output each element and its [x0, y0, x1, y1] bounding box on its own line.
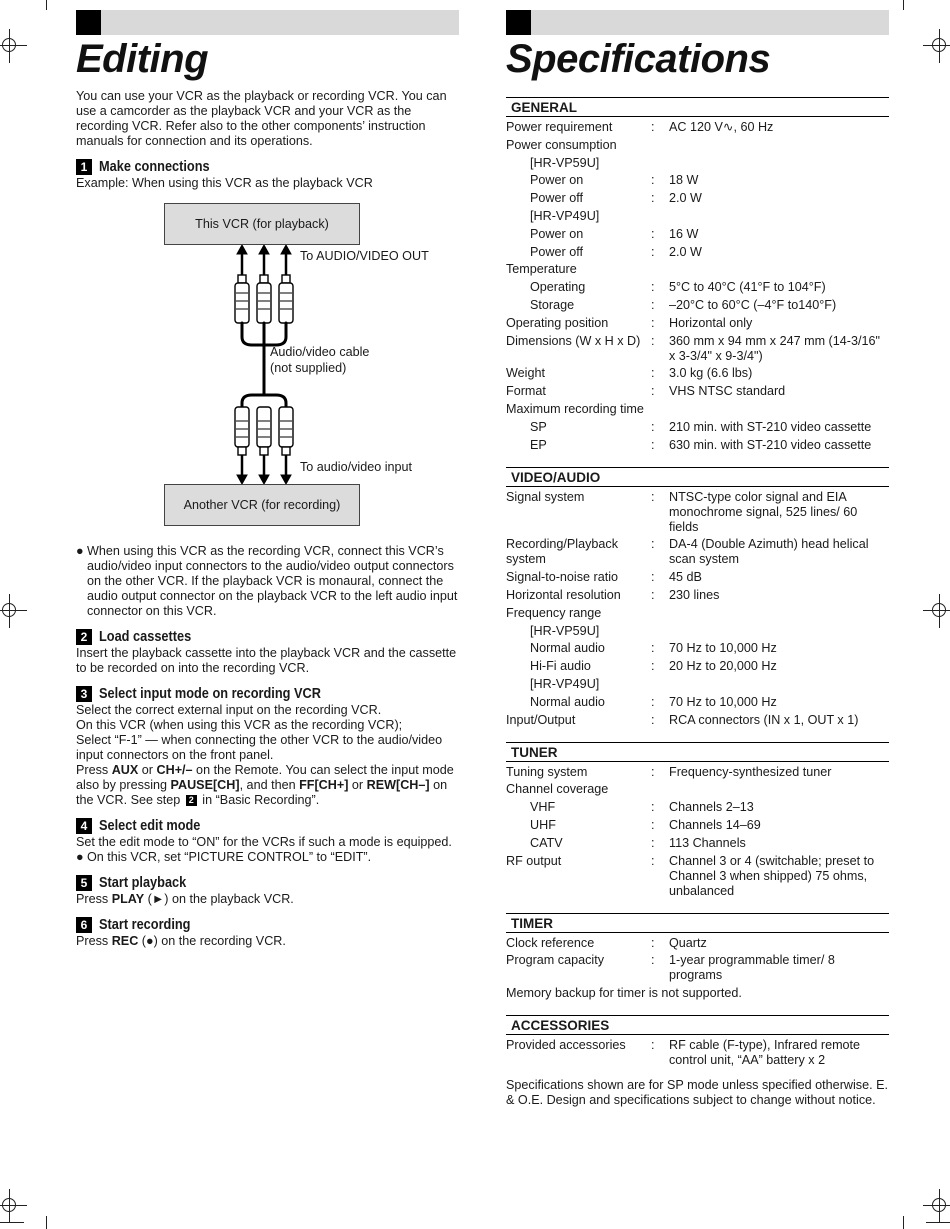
bullet-item: [76, 544, 459, 619]
spec-label: SP: [530, 419, 547, 434]
step-body: Select the correct external input on the recording VCR.: [76, 703, 382, 717]
spec-section-heading: VIDEO/AUDIO: [506, 467, 889, 487]
step-number: 5: [76, 875, 92, 891]
spec-colon: :: [651, 935, 655, 950]
spec-label: UHF: [530, 817, 556, 832]
connection-diagram: [76, 203, 459, 538]
section-header-bar: [76, 10, 459, 35]
spec-label: Normal audio: [530, 694, 605, 709]
spec-value: VHS NTSC standard: [669, 384, 786, 399]
spec-label: Program capacity: [506, 953, 604, 968]
spec-value: RF cable (F-type), Infrared remote control unit, “AA” battery x 2: [669, 1038, 861, 1068]
intro-paragraph: You can use your VCR as the playback or recording VCR. You can use a camcorder as the playback VCR and your VCR as the recording VCR. Refer also to the other components’ instruction manuals for connection and its operations.: [76, 89, 447, 148]
spec-label: Power on: [530, 173, 584, 188]
spec-row: [506, 818, 889, 833]
spec-row: [506, 334, 889, 364]
spec-row: [506, 420, 889, 435]
spec-colon: :: [651, 437, 655, 452]
spec-colon: :: [651, 120, 655, 134]
spec-colon: :: [651, 366, 655, 381]
step-heading: [76, 686, 459, 702]
spec-label: Provided accessories: [506, 1038, 626, 1053]
spec-colon: :: [651, 297, 655, 312]
spec-label: Power off: [530, 191, 583, 206]
spec-label: VHF: [530, 800, 556, 815]
step-body: Set the edit mode to “ON” for the VCRs if such a mode is equipped.: [76, 835, 452, 849]
spec-row: [506, 854, 889, 899]
registration-mark: [0, 600, 21, 622]
spec-row: [506, 262, 889, 277]
spec-value: 230 lines: [669, 587, 720, 602]
step-title: Select edit mode: [99, 818, 201, 834]
spec-value: Channels 14–69: [669, 817, 761, 832]
step-body: Select “F-1” — when connecting the other VCR to the audio/video input connectors on the front panel.: [76, 733, 443, 762]
spec-row: [506, 384, 889, 399]
spec-label: Channel coverage: [506, 782, 609, 797]
spec-label: Clock reference: [506, 935, 595, 950]
spec-colon: :: [651, 537, 655, 552]
spec-row: [506, 209, 889, 224]
spec-colon: :: [651, 953, 655, 968]
spec-colon: :: [651, 244, 655, 259]
spec-label: Operating position: [506, 315, 609, 330]
spec-row: [506, 606, 889, 621]
spec-label: Dimensions (W x H x D): [506, 333, 641, 348]
spec-row: [506, 1038, 889, 1068]
step-title: Make connections: [99, 159, 210, 175]
spec-value: 45 dB: [669, 570, 702, 585]
bullet-dot: ●: [76, 850, 84, 864]
spec-value: 70 Hz to 10,000 Hz: [669, 694, 777, 709]
step-number: 3: [76, 686, 92, 702]
spec-row: [506, 836, 889, 851]
spec-colon: :: [651, 587, 655, 602]
spec-section-heading: TUNER: [506, 742, 889, 762]
step-body: Example: When using this VCR as the playback VCR: [76, 176, 373, 190]
spec-row: [506, 227, 889, 242]
crop-mark: [926, 1222, 950, 1223]
crop-mark: [903, 1216, 904, 1229]
spec-colon: :: [651, 191, 655, 206]
spec-colon: :: [651, 226, 655, 241]
spec-label: Weight: [506, 366, 545, 381]
spec-label: Power consumption: [506, 137, 617, 152]
step-title: Load cassettes: [99, 629, 192, 645]
spec-value: 360 mm x 94 mm x 247 mm (14-3/16" x 3-3/4" x 9-3/4"): [669, 333, 880, 363]
spec-label: Signal-to-noise ratio: [506, 570, 619, 585]
spec-row: [506, 191, 889, 206]
spec-row: [506, 800, 889, 815]
playback-vcr-box: This VCR (for playback): [164, 203, 360, 245]
spec-colon: :: [651, 315, 655, 330]
spec-value: Frequency-synthesized tuner: [669, 764, 832, 779]
spec-value: 2.0 W: [669, 244, 702, 259]
step-number: 1: [76, 159, 92, 175]
spec-label: [HR-VP49U]: [530, 208, 600, 223]
step-heading: [76, 875, 459, 891]
section-header-bar: [506, 10, 889, 35]
crop-mark: [46, 1216, 47, 1229]
spec-colon: :: [651, 384, 655, 399]
spec-label: EP: [530, 437, 547, 452]
step-title: Start recording: [99, 917, 191, 933]
spec-label: Power on: [530, 226, 584, 241]
spec-label: [HR-VP59U]: [530, 155, 600, 170]
spec-colon: :: [651, 489, 655, 504]
spec-value: Quartz: [669, 935, 707, 950]
spec-label: Frequency range: [506, 605, 602, 620]
spec-colon: :: [651, 853, 655, 868]
spec-section-heading: GENERAL: [506, 97, 889, 117]
spec-row: [506, 366, 889, 381]
spec-colon: :: [651, 764, 655, 779]
spec-value: Channel 3 or 4 (switchable; preset to Channel 3 when shipped) 75 ohms, unbalanced: [669, 853, 875, 898]
cable-note-label: (not supplied): [270, 361, 347, 375]
spec-label: Storage: [530, 297, 575, 312]
spec-label: Input/Output: [506, 712, 576, 727]
spec-value: 210 min. with ST-210 video cassette: [669, 419, 872, 434]
spec-row: [506, 156, 889, 171]
spec-row: [506, 570, 889, 585]
spec-colon: :: [651, 835, 655, 850]
spec-label: Temperature: [506, 262, 577, 277]
spec-label: Power requirement: [506, 120, 613, 134]
spec-row: [506, 695, 889, 710]
registration-mark: [929, 1195, 950, 1217]
registration-mark: [0, 35, 21, 57]
crop-mark: [0, 1222, 24, 1223]
spec-row: [506, 245, 889, 260]
step-number: 2: [76, 629, 92, 645]
step-heading: [76, 917, 459, 933]
spec-label: Horizontal resolution: [506, 587, 621, 602]
spec-value: 2.0 W: [669, 191, 702, 206]
spec-label: Format: [506, 384, 546, 399]
spec-label: Hi-Fi audio: [530, 659, 591, 674]
spec-colon: :: [651, 173, 655, 188]
spec-colon: :: [651, 570, 655, 585]
registration-mark: [929, 600, 950, 622]
spec-colon: :: [651, 800, 655, 815]
spec-row: [506, 402, 889, 417]
spec-label: CATV: [530, 835, 563, 850]
spec-row: [506, 782, 889, 797]
step-body: Press REC (●) on the recording VCR.: [76, 934, 286, 948]
spec-row: [506, 490, 889, 535]
spec-colon: :: [651, 641, 655, 656]
spec-value: Channels 2–13: [669, 800, 754, 815]
editing-column: [76, 10, 459, 949]
bullet-dot: ●: [76, 544, 84, 558]
spec-colon: :: [651, 712, 655, 727]
page-title: Editing: [76, 37, 209, 81]
spec-value: RCA connectors (IN x 1, OUT x 1): [669, 712, 859, 727]
spec-row: [506, 120, 889, 135]
cable-label: Audio/video cable: [270, 345, 370, 359]
bullet-text: On this VCR, set “PICTURE CONTROL” to “EDIT”.: [87, 850, 372, 864]
spec-colon: :: [651, 280, 655, 295]
spec-label: Power off: [530, 244, 583, 259]
spec-footer-note: Specifications shown are for SP mode unless specified otherwise. E. & O.E. Design and specifications subject to change without notice.: [506, 1078, 888, 1108]
spec-sections: [506, 97, 889, 1068]
spec-row: [506, 173, 889, 188]
spec-colon: :: [651, 659, 655, 674]
spec-label: Tuning system: [506, 764, 588, 779]
spec-label: Recording/Playback system: [506, 537, 619, 567]
spec-value: 16 W: [669, 226, 699, 241]
spec-row: [506, 138, 889, 153]
step-body: On this VCR (when using this VCR as the recording VCR);: [76, 718, 403, 732]
step-heading: [76, 629, 459, 645]
spec-row: [506, 280, 889, 295]
spec-section-heading: TIMER: [506, 913, 889, 933]
spec-label: RF output: [506, 853, 562, 868]
spec-value: 630 min. with ST-210 video cassette: [669, 437, 872, 452]
spec-label: Operating: [530, 280, 586, 295]
bullet-item: [76, 850, 459, 865]
spec-row: [506, 624, 889, 639]
spec-row: [506, 953, 889, 983]
spec-label: Maximum recording time: [506, 401, 644, 416]
crop-mark: [46, 0, 47, 10]
step-title: Select input mode on recording VCR: [99, 686, 321, 702]
spec-note: Memory backup for timer is not supported.: [506, 986, 742, 1001]
spec-row: [506, 641, 889, 656]
spec-row: [506, 588, 889, 603]
audio-video-out-label: To AUDIO/VIDEO OUT: [300, 249, 429, 263]
spec-value: AC 120 V∿, 60 Hz: [669, 120, 774, 134]
spec-row: [506, 316, 889, 331]
step-title: Start playback: [99, 875, 187, 891]
recording-vcr-box: Another VCR (for recording): [164, 484, 360, 526]
spec-row: [506, 537, 889, 567]
spec-colon: :: [651, 817, 655, 832]
spec-row: [506, 936, 889, 951]
step-body: Press AUX or CH+/– on the Remote. You can select the input mode also by pressing PAUSE[CH], and then FF[CH+] or REW[CH–] on the VCR. See step 2 in “Basic Recording”.: [76, 763, 454, 807]
spec-label: Normal audio: [530, 641, 605, 656]
spec-row: [506, 438, 889, 453]
spec-section-heading: ACCESSORIES: [506, 1015, 889, 1035]
audio-video-input-label: To audio/video input: [300, 460, 413, 474]
step-number: 6: [76, 917, 92, 933]
step-body: Press PLAY (►) on the playback VCR.: [76, 892, 294, 906]
registration-mark: [929, 35, 950, 57]
step-heading: [76, 159, 459, 175]
registration-mark: [0, 1195, 21, 1217]
spec-section: [506, 913, 889, 1002]
spec-value: 18 W: [669, 173, 699, 188]
step-ref-badge: 2: [186, 795, 197, 806]
spec-label: [HR-VP49U]: [530, 676, 600, 691]
step-heading: [76, 818, 459, 834]
spec-value: –20°C to 60°C (–4°F to140°F): [669, 297, 837, 312]
spec-colon: :: [651, 333, 655, 348]
bullet-text: When using this VCR as the recording VCR, connect this VCR’s audio/video input connectors to the audio/video output connectors on the other VCR. If the playback VCR is monaural, connect the audio output connector on the playback VCR to the left audio input connector on this VCR.: [87, 544, 458, 618]
spec-value: 70 Hz to 10,000 Hz: [669, 641, 777, 656]
spec-row: [506, 659, 889, 674]
page-title: Specifications: [506, 37, 771, 81]
spec-label: Signal system: [506, 489, 585, 504]
spec-section: [506, 742, 889, 899]
cable-illustration: [76, 245, 376, 485]
step-number: 4: [76, 818, 92, 834]
spec-value: 5°C to 40°C (41°F to 104°F): [669, 280, 826, 295]
spec-row: [506, 298, 889, 313]
spec-value: NTSC-type color signal and EIA monochrome signal, 525 lines/ 60 fields: [669, 489, 858, 534]
spec-value: 113 Channels: [669, 835, 746, 850]
step-body: Insert the playback cassette into the playback VCR and the cassette to be recorded on into the recording VCR.: [76, 646, 457, 675]
spec-value: DA-4 (Double Azimuth) head helical scan system: [669, 537, 869, 567]
spec-row: [506, 713, 889, 728]
spec-label: [HR-VP59U]: [530, 623, 600, 638]
spec-colon: :: [651, 694, 655, 709]
spec-colon: :: [651, 419, 655, 434]
spec-row: [506, 677, 889, 692]
spec-section: [506, 467, 889, 728]
spec-value: 20 Hz to 20,000 Hz: [669, 659, 777, 674]
spec-value: 1-year programmable timer/ 8 programs: [669, 953, 835, 983]
spec-value: Horizontal only: [669, 315, 753, 330]
spec-section: [506, 97, 889, 453]
specifications-column: [506, 10, 889, 1108]
spec-colon: :: [651, 1038, 655, 1053]
spec-section: [506, 1015, 889, 1068]
crop-mark: [903, 0, 904, 10]
spec-value: 3.0 kg (6.6 lbs): [669, 366, 753, 381]
spec-row: [506, 765, 889, 780]
